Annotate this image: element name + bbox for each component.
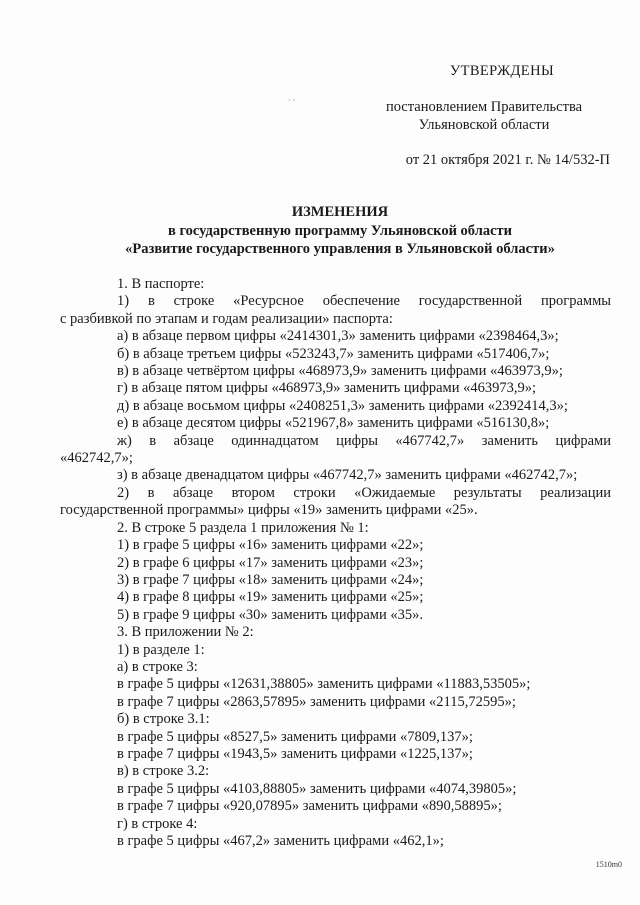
body-line: государственной программы» цифры «19» заменить цифрами «25». — [60, 502, 478, 519]
heading-line-1: ИЗМЕНЕНИЯ — [291, 204, 389, 220]
body-line: в графе 7 цифры «2863,57895» заменить цифрами «2115,72595»; — [117, 693, 516, 710]
body-line: 2) в абзаце втором строки «Ожидаемые результаты реализации — [117, 484, 611, 501]
heading-line-3: «Развитие государственного управления в Ульяновской области» — [125, 241, 555, 257]
body-line: в) в строке 3.2: — [117, 763, 210, 780]
body-line: 2) в графе 6 цифры «17» заменить цифрами «23»; — [117, 554, 424, 571]
body-line: ж) в абзаце одиннадцатом цифры «467742,7» заменить цифрами — [117, 432, 611, 449]
scan-mark: · · — [288, 96, 296, 105]
body-line: б) в строке 3.1: — [117, 711, 210, 728]
body-line: г) в строке 4: — [117, 815, 198, 832]
body-line: в) в абзаце четвёртом цифры «468973,9» заменить цифрами «463973,9»; — [117, 363, 563, 380]
body-line: 1) в графе 5 цифры «16» заменить цифрами «22»; — [117, 537, 424, 554]
body-line: 3. В приложении № 2: — [117, 624, 254, 641]
body-line: в графе 5 цифры «467,2» заменить цифрами «462,1»; — [117, 833, 444, 849]
heading-line-2: в государственную программу Ульяновской области — [167, 222, 512, 239]
body-line: 2. В строке 5 раздела 1 приложения № 1: — [117, 519, 369, 536]
body-line: 5) в графе 9 цифры «30» заменить цифрами «35». — [117, 606, 423, 623]
approval-by: постановлением Правительства Ульяновской области — [385, 99, 583, 133]
body-line: «462742,7»; — [60, 450, 133, 467]
body-line: в графе 5 цифры «4103,88805» заменить цифрами «4074,39805»; — [117, 780, 517, 797]
body-line: 1) в строке «Ресурсное обеспечение государственной программы — [117, 293, 611, 310]
page-code: 1510m0 — [595, 860, 622, 869]
body-line: 1) в разделе 1: — [117, 641, 205, 658]
body-line: в графе 7 цифры «1943,5» заменить цифрами «1225,137»; — [117, 745, 473, 762]
body-line: з) в абзаце двенадцатом цифры «467742,7» заменить цифрами «462742,7»; — [117, 467, 578, 484]
body-line: а) в абзаце первом цифры «2414301,3» заменить цифрами «2398464,3»; — [117, 328, 559, 345]
body-line: 4) в графе 8 цифры «19» заменить цифрами «25»; — [117, 589, 424, 606]
approval-title: УТВЕРЖДЕНЫ — [449, 63, 554, 79]
approval-date: от 21 октября 2021 г. № 14/532-П — [405, 152, 610, 168]
body-line: б) в абзаце третьем цифры «523243,7» заменить цифрами «517406,7»; — [117, 345, 550, 362]
body-line: 1. В паспорте: — [117, 276, 205, 292]
body-line: в графе 5 цифры «12631,38805» заменить цифрами «11883,53505»; — [117, 676, 531, 693]
body-line: в графе 5 цифры «8527,5» заменить цифрами «7809,137»; — [117, 728, 473, 745]
body-line: с разбивкой по этапам и годам реализации» паспорта: — [60, 310, 393, 327]
body-line: 3) в графе 7 цифры «18» заменить цифрами «24»; — [117, 571, 424, 588]
document-body — [60, 276, 611, 850]
body-line: а) в строке 3: — [117, 658, 198, 675]
body-line: г) в абзаце пятом цифры «468973,9» заменить цифрами «463973,9»; — [117, 380, 536, 397]
body-line: в графе 7 цифры «920,07895» заменить цифрами «890,58895»; — [117, 798, 502, 815]
body-line: д) в абзаце восьмом цифры «2408251,3» заменить цифрами «2392414,3»; — [117, 397, 568, 414]
document-heading — [60, 203, 620, 259]
body-line: е) в абзаце десятом цифры «521967,8» заменить цифрами «516130,8»; — [117, 415, 550, 432]
